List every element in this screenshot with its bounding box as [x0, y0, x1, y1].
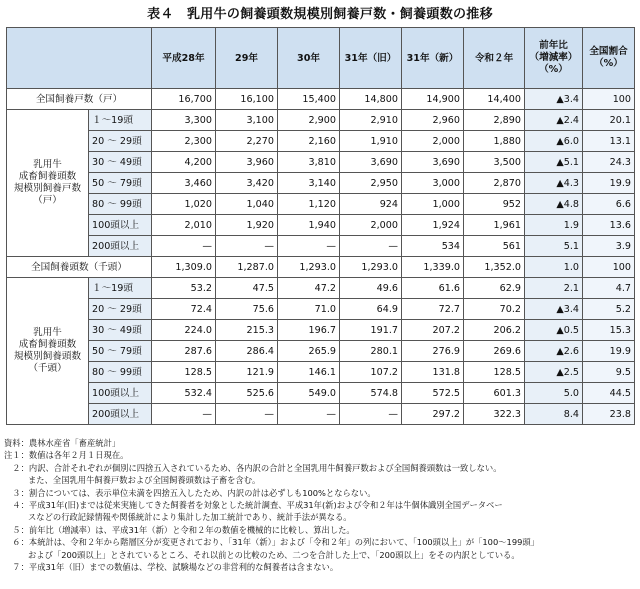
table-cell: 3,500	[464, 152, 525, 173]
table-cell: 71.0	[278, 299, 340, 320]
table-cell: 224.0	[152, 320, 216, 341]
table-cell: 14,900	[402, 89, 464, 110]
table-cell: ▲6.0	[525, 131, 583, 152]
table-cell: 128.5	[152, 362, 216, 383]
table-cell: —	[340, 404, 402, 425]
table-row	[7, 215, 635, 236]
table-cell: 121.9	[216, 362, 278, 383]
table-cell: 2.1	[525, 278, 583, 299]
table-cell: 3,460	[152, 173, 216, 194]
table-cell: 1,287.0	[216, 257, 278, 278]
heads-total-label: 全国飼養頭数（千頭）	[7, 257, 152, 278]
table-cell: 1.0	[525, 257, 583, 278]
heads-total-row	[7, 257, 635, 278]
table-row	[7, 194, 635, 215]
table-cell: 19.9	[583, 341, 635, 362]
note-line: ６：本統計は、令和２年から階層区分が変更されており、「31年（新）」および「令和２年」の列において、「100頭以上」が「100～199頭」	[4, 537, 539, 548]
table-cell: ▲4.8	[525, 194, 583, 215]
table-cell: 3,300	[152, 110, 216, 131]
table-cell: 276.9	[402, 341, 464, 362]
table-cell: 561	[464, 236, 525, 257]
table-title: 表４ 乳用牛の飼養頭数規模別飼養戸数・飼養頭数の推移	[147, 7, 493, 22]
row-label: 200頭以上	[89, 236, 152, 257]
table-cell: 16,100	[216, 89, 278, 110]
table-cell: 47.5	[216, 278, 278, 299]
table-cell: —	[278, 236, 340, 257]
table-cell: 14,800	[340, 89, 402, 110]
table-cell: 206.2	[464, 320, 525, 341]
row-label: 50 ～ 79頭	[89, 341, 152, 362]
table-cell: 1,293.0	[278, 257, 340, 278]
table-cell: 191.7	[340, 320, 402, 341]
header-h31-new: 31年（新）	[402, 28, 464, 89]
table-cell: 3,690	[402, 152, 464, 173]
table-cell: 15,400	[278, 89, 340, 110]
header-share-line: 全国割合	[589, 46, 628, 57]
table-cell: 3.9	[583, 236, 635, 257]
table-cell: 2,900	[278, 110, 340, 131]
table-cell: 2,270	[216, 131, 278, 152]
header-share	[583, 28, 635, 89]
table-cell: 5.0	[525, 383, 583, 404]
table-cell: 53.2	[152, 278, 216, 299]
table-cell: 572.5	[402, 383, 464, 404]
table-cell: 44.5	[583, 383, 635, 404]
group-label-line: 成畜飼養頭数	[18, 339, 77, 350]
table-row	[7, 320, 635, 341]
table-cell: 287.6	[152, 341, 216, 362]
table-row	[7, 278, 635, 299]
table-cell: —	[216, 404, 278, 425]
table-cell: 525.6	[216, 383, 278, 404]
table-cell: 15.3	[583, 320, 635, 341]
table-cell: 1,940	[278, 215, 340, 236]
table-cell: 4.7	[583, 278, 635, 299]
table-cell: 107.2	[340, 362, 402, 383]
table-cell: 280.1	[340, 341, 402, 362]
note-line: 資料：農林水産省「畜産統計」	[4, 438, 121, 448]
table-row	[7, 362, 635, 383]
table-cell: 1,293.0	[340, 257, 402, 278]
table-cell: 24.3	[583, 152, 635, 173]
table-cell: 1,339.0	[402, 257, 464, 278]
header-h31-old: 31年（旧）	[340, 28, 402, 89]
table-cell: 2,890	[464, 110, 525, 131]
table-cell: 3,810	[278, 152, 340, 173]
table-cell: 952	[464, 194, 525, 215]
group-label-line: （千頭）	[28, 363, 67, 374]
table-cell: ▲3.4	[525, 299, 583, 320]
table-cell: 534	[402, 236, 464, 257]
farms-total-label: 全国飼養戸数（戸）	[7, 89, 152, 110]
table-cell: 1,961	[464, 215, 525, 236]
note-line: ４：平成31年(旧)までは従来実施してきた飼養者を対象とした統計調査、平成31年(新)および令和２年は牛個体識別全国データベー	[4, 500, 503, 511]
header-h29: 29年	[216, 28, 278, 89]
table-cell: 61.6	[402, 278, 464, 299]
table-cell: ▲5.1	[525, 152, 583, 173]
table-cell: 3,960	[216, 152, 278, 173]
table-cell: 1,309.0	[152, 257, 216, 278]
table-cell: 2,010	[152, 215, 216, 236]
row-label: 100頭以上	[89, 383, 152, 404]
note-line: および「200頭以上」とされているところ、それ以前との比較のため、二つを合計した上で、「200頭以上」をその内訳としている。	[28, 549, 520, 560]
header-yoy-line: （増減率）	[529, 52, 578, 63]
table-cell: 49.6	[340, 278, 402, 299]
table-cell: 2,950	[340, 173, 402, 194]
header-h30: 30年	[278, 28, 340, 89]
table-cell: 1,910	[340, 131, 402, 152]
row-label: 30 ～ 49頭	[89, 152, 152, 173]
table-cell: 72.4	[152, 299, 216, 320]
table-cell: 601.3	[464, 383, 525, 404]
table-cell: 215.3	[216, 320, 278, 341]
table-cell: —	[152, 404, 216, 425]
table-cell: 1,924	[402, 215, 464, 236]
table-cell: 128.5	[464, 362, 525, 383]
header-share-line: （%）	[594, 58, 623, 69]
table-cell: —	[216, 236, 278, 257]
table-cell: —	[340, 236, 402, 257]
table-cell: 5.2	[583, 299, 635, 320]
header-yoy-line: （%）	[539, 64, 568, 75]
note-line: ３：割合については、表示単位未満を四捨五入したため、内訳の計は必ずしも100%とならない。	[4, 487, 376, 498]
table-cell: 14,400	[464, 89, 525, 110]
table-cell: 3,420	[216, 173, 278, 194]
table-cell: 1,000	[402, 194, 464, 215]
note-line: 注１：数値は各年２月１日現在。	[4, 450, 129, 461]
table-cell: 297.2	[402, 404, 464, 425]
header-row	[7, 28, 635, 89]
table-cell: 20.1	[583, 110, 635, 131]
farms-total-row	[7, 89, 635, 110]
table-cell: 2,000	[402, 131, 464, 152]
table-cell: 2,300	[152, 131, 216, 152]
table-cell: 4,200	[152, 152, 216, 173]
table-cell: 286.4	[216, 341, 278, 362]
table-cell: 70.2	[464, 299, 525, 320]
table-cell: 13.1	[583, 131, 635, 152]
note-line: スなどの行政記録情報や関係統計により集計した加工統計であり、統計手法が異なる。	[28, 512, 352, 523]
table-cell: —	[152, 236, 216, 257]
header-r2: 令和２年	[464, 28, 525, 89]
table-cell: 100	[583, 89, 635, 110]
table-row	[7, 383, 635, 404]
table-cell: 269.6	[464, 341, 525, 362]
table-cell: 100	[583, 257, 635, 278]
table-cell: 2,000	[340, 215, 402, 236]
notes-section	[4, 437, 638, 573]
table-cell: 9.5	[583, 362, 635, 383]
table-cell: 2,160	[278, 131, 340, 152]
table-cell: 1,020	[152, 194, 216, 215]
farms-group-label	[7, 110, 89, 257]
table-cell: 265.9	[278, 341, 340, 362]
table-cell: 1,040	[216, 194, 278, 215]
row-label: １～19頭	[89, 110, 152, 131]
group-label-line: （戸）	[33, 195, 62, 206]
table-cell: 196.7	[278, 320, 340, 341]
table-row	[7, 236, 635, 257]
row-label: 100頭以上	[89, 215, 152, 236]
table-cell: 549.0	[278, 383, 340, 404]
note-line: ５：前年比（増減率）は、平成31年（新）と令和２年の数値を機械的に比較し、算出した。	[4, 524, 355, 535]
table-row	[7, 152, 635, 173]
group-label-line: 規模別飼養戸数	[13, 183, 82, 194]
group-label-line: 乳用牛	[33, 327, 62, 338]
table-cell: 5.1	[525, 236, 583, 257]
table-row	[7, 131, 635, 152]
table-cell: 2,910	[340, 110, 402, 131]
row-label: 20 ～ 29頭	[89, 131, 152, 152]
table-cell: 322.3	[464, 404, 525, 425]
row-label: 50 ～ 79頭	[89, 173, 152, 194]
table-cell: 16,700	[152, 89, 216, 110]
table-cell: 3,690	[340, 152, 402, 173]
row-label: 200頭以上	[89, 404, 152, 425]
table-cell: 13.6	[583, 215, 635, 236]
table-cell: 1,352.0	[464, 257, 525, 278]
group-label-line: 乳用牛	[33, 159, 62, 170]
group-label-line: 成畜飼養頭数	[18, 171, 77, 182]
table-cell: 146.1	[278, 362, 340, 383]
table-cell: 532.4	[152, 383, 216, 404]
table-cell: 1.9	[525, 215, 583, 236]
table-cell: 8.4	[525, 404, 583, 425]
table-cell: 1,920	[216, 215, 278, 236]
row-label: 30 ～ 49頭	[89, 320, 152, 341]
table-cell: ▲3.4	[525, 89, 583, 110]
table-cell: 19.9	[583, 173, 635, 194]
note-line: また、全国乳用牛飼養戸数および全国飼養頭数は子畜を含む。	[28, 475, 261, 486]
table-cell: ▲2.4	[525, 110, 583, 131]
table-row	[7, 299, 635, 320]
group-label-line: 規模別飼養頭数	[13, 351, 82, 362]
row-label: １～19頭	[89, 278, 152, 299]
table-cell: ▲2.6	[525, 341, 583, 362]
table-cell: 131.8	[402, 362, 464, 383]
table-row	[7, 341, 635, 362]
table-cell: 574.8	[340, 383, 402, 404]
table-cell: 207.2	[402, 320, 464, 341]
table-cell: 1,120	[278, 194, 340, 215]
row-label: 80 ～ 99頭	[89, 362, 152, 383]
data-table	[6, 27, 635, 425]
table-cell: 3,100	[216, 110, 278, 131]
table-row	[7, 404, 635, 425]
table-cell: 72.7	[402, 299, 464, 320]
table-cell: 2,870	[464, 173, 525, 194]
note-line: ７：平成31年（旧）までの数値は、学校、試験場などの非営利的な飼養者は含まない。	[4, 562, 339, 573]
row-label: 20 ～ 29頭	[89, 299, 152, 320]
row-label: 80 ～ 99頭	[89, 194, 152, 215]
table-cell: 3,000	[402, 173, 464, 194]
table-cell: 47.2	[278, 278, 340, 299]
table-cell: 23.8	[583, 404, 635, 425]
table-row	[7, 110, 635, 131]
table-cell: 64.9	[340, 299, 402, 320]
table-cell: 6.6	[583, 194, 635, 215]
table-cell: 924	[340, 194, 402, 215]
table-cell: 62.9	[464, 278, 525, 299]
heads-group-label	[7, 278, 89, 425]
table-cell: 3,140	[278, 173, 340, 194]
header-corner	[7, 28, 152, 89]
table-cell: —	[278, 404, 340, 425]
table-cell: 75.6	[216, 299, 278, 320]
header-yoy	[525, 28, 583, 89]
header-yoy-line: 前年比	[539, 40, 568, 51]
table-cell: 2,960	[402, 110, 464, 131]
table-row	[7, 173, 635, 194]
table-cell: ▲0.5	[525, 320, 583, 341]
table-cell: 1,880	[464, 131, 525, 152]
header-h28: 平成28年	[152, 28, 216, 89]
table-cell: ▲4.3	[525, 173, 583, 194]
note-line: ２：内訳、合計それぞれが個別に四捨五入されているため、各内訳の合計と全国乳用牛飼養戸数および全国飼養頭数は一致しない。	[4, 462, 502, 473]
table-cell: ▲2.5	[525, 362, 583, 383]
